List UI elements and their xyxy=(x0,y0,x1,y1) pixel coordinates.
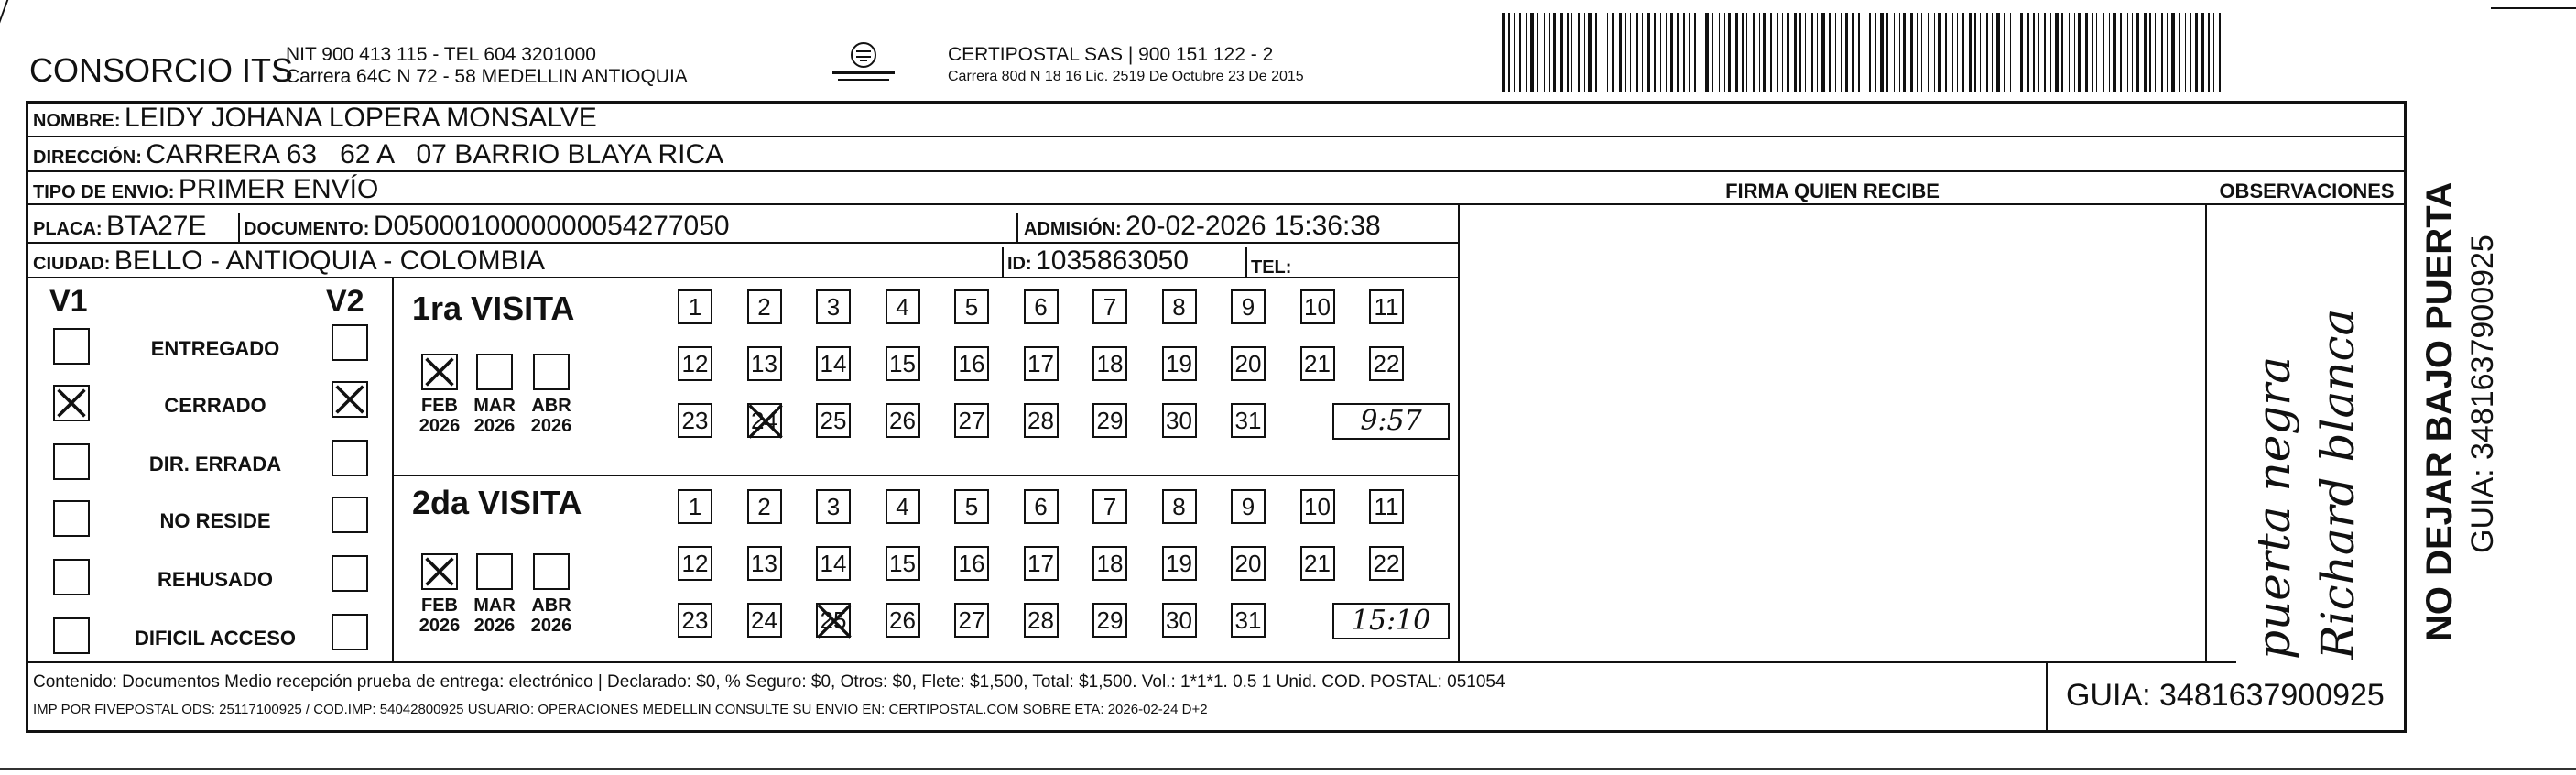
month-label xyxy=(412,595,467,636)
observation-line: Richard blanca xyxy=(2311,308,2364,660)
day-box[interactable]: 6 xyxy=(1024,289,1059,324)
tipo-row xyxy=(33,174,378,205)
divider xyxy=(238,213,240,242)
day-box[interactable]: 31 xyxy=(1231,603,1266,638)
day-box[interactable]: 8 xyxy=(1162,489,1197,524)
month-year: 2026 xyxy=(530,416,572,436)
month-name: MAR xyxy=(473,396,516,416)
month-checkbox[interactable] xyxy=(533,553,570,590)
documento-value: D0500010000000054277050 xyxy=(373,211,730,241)
day-box[interactable]: 29 xyxy=(1092,603,1127,638)
day-box[interactable]: 16 xyxy=(954,346,989,381)
day-box[interactable]: 7 xyxy=(1092,289,1127,324)
v1-checkbox[interactable] xyxy=(53,559,90,595)
status-label: DIR. ERRADA xyxy=(148,453,282,475)
day-box[interactable]: 23 xyxy=(678,403,712,438)
day-box[interactable]: 30 xyxy=(1162,603,1197,638)
observation-line: puerta negra xyxy=(2247,355,2300,660)
carrier-line2: Carrera 80d N 18 16 Lic. 2519 De Octubre 23 De 2015 xyxy=(948,69,1304,84)
day-box[interactable]: 4 xyxy=(886,489,920,524)
day-box[interactable]: 30 xyxy=(1162,403,1197,438)
month-checkbox[interactable] xyxy=(476,553,513,590)
day-box[interactable]: 7 xyxy=(1092,489,1127,524)
day-box[interactable]: 1 xyxy=(678,489,712,524)
v2-checkbox[interactable] xyxy=(332,324,368,361)
placa-label: PLACA: xyxy=(33,219,103,239)
visit1-title: 1ra VISITA xyxy=(412,289,575,327)
nombre-row xyxy=(33,103,597,134)
day-box[interactable]: 11 xyxy=(1369,489,1404,524)
v2-checkbox[interactable] xyxy=(332,555,368,592)
handwritten-time: 9:57 xyxy=(1332,403,1450,440)
day-box[interactable]: 10 xyxy=(1300,289,1335,324)
day-box[interactable]: 27 xyxy=(954,403,989,438)
day-box[interactable]: 21 xyxy=(1300,546,1335,581)
admision-label: ADMISIÓN: xyxy=(1024,219,1122,239)
day-box[interactable]: 11 xyxy=(1369,289,1404,324)
divider xyxy=(27,203,2407,205)
day-box[interactable]: 18 xyxy=(1092,546,1127,581)
day-box[interactable]: 12 xyxy=(678,346,712,381)
day-box[interactable]: 20 xyxy=(1231,346,1266,381)
month-name: FEB xyxy=(421,396,458,416)
day-box[interactable]: 13 xyxy=(747,346,782,381)
day-box[interactable]: 16 xyxy=(954,546,989,581)
day-box[interactable]: 24 xyxy=(747,603,782,638)
day-box[interactable]: 5 xyxy=(954,489,989,524)
v1-checkbox[interactable] xyxy=(53,328,90,365)
divider xyxy=(392,278,394,661)
day-box[interactable]: 17 xyxy=(1024,546,1059,581)
documento-row xyxy=(244,211,730,242)
side-guia-text: GUIA: 3481637900925 xyxy=(2465,235,2500,553)
ciudad-label: CIUDAD: xyxy=(33,254,111,274)
day-box[interactable]: 28 xyxy=(1024,403,1059,438)
admision-row xyxy=(1024,211,1381,242)
day-box[interactable]: 20 xyxy=(1231,546,1266,581)
day-box[interactable]: 2 xyxy=(747,289,782,324)
nombre-label: NOMBRE: xyxy=(33,111,121,131)
nombre-value: LEIDY JOHANA LOPERA MONSALVE xyxy=(125,103,597,133)
divider xyxy=(2046,661,2048,733)
v2-header: V2 xyxy=(326,284,364,319)
day-box[interactable]: 6 xyxy=(1024,489,1059,524)
firma-header: FIRMA QUIEN RECIBE xyxy=(1725,180,1940,202)
company-line1: NIT 900 413 115 - TEL 604 3201000 xyxy=(286,44,596,65)
month-label xyxy=(412,396,467,436)
divider xyxy=(27,242,1458,244)
id-value: 1035863050 xyxy=(1036,246,1189,276)
status-label: CERRADO xyxy=(164,394,266,417)
divider xyxy=(27,136,2407,137)
divider xyxy=(1458,203,1460,661)
status-label: ENTREGADO xyxy=(150,337,280,360)
bottom-edge xyxy=(0,768,2576,770)
tel-label: TEL: xyxy=(1251,257,1292,278)
id-label: ID: xyxy=(1007,254,1032,274)
day-box[interactable]: 21 xyxy=(1300,346,1335,381)
day-box[interactable]: 12 xyxy=(678,546,712,581)
day-box[interactable]: 3 xyxy=(816,489,851,524)
month-label xyxy=(467,595,522,636)
month-name: ABR xyxy=(531,396,571,416)
month-checkbox[interactable] xyxy=(533,354,570,390)
v2-checkbox[interactable] xyxy=(332,381,368,418)
day-box[interactable]: 9 xyxy=(1231,289,1266,324)
divider xyxy=(27,170,2407,172)
day-box[interactable]: 22 xyxy=(1369,546,1404,581)
day-box[interactable]: 10 xyxy=(1300,489,1335,524)
day-box[interactable]: 19 xyxy=(1162,546,1197,581)
v1-checkbox[interactable] xyxy=(53,385,90,421)
month-checkbox[interactable] xyxy=(421,354,458,390)
observaciones-header: OBSERVACIONES xyxy=(2219,180,2395,202)
divider xyxy=(1245,247,1247,277)
placa-row xyxy=(33,211,207,242)
status-label: REHUSADO xyxy=(158,568,273,591)
no-dejar-text: NO DEJAR BAJO PUERTA xyxy=(2419,181,2460,641)
corner-mark xyxy=(0,0,36,37)
documento-label: DOCUMENTO: xyxy=(244,219,370,239)
status-label: DIFICIL ACCESO xyxy=(134,627,296,649)
tipo-value: PRIMER ENVÍO xyxy=(178,174,379,204)
edge-mark xyxy=(2491,7,2576,9)
id-row xyxy=(1007,246,1189,277)
day-box[interactable]: 9 xyxy=(1231,489,1266,524)
day-box[interactable]: 29 xyxy=(1092,403,1127,438)
v2-checkbox[interactable] xyxy=(332,440,368,476)
v2-checkbox[interactable] xyxy=(332,497,368,533)
day-box[interactable]: 4 xyxy=(886,289,920,324)
handwritten-time: 15:10 xyxy=(1332,603,1450,639)
v1-checkbox[interactable] xyxy=(53,500,90,537)
day-box[interactable]: 22 xyxy=(1369,346,1404,381)
day-box[interactable]: 26 xyxy=(886,403,920,438)
visit2-title: 2da VISITA xyxy=(412,484,582,521)
month-year: 2026 xyxy=(473,416,516,436)
company-name: CONSORCIO ITS xyxy=(29,51,294,89)
month-year: 2026 xyxy=(418,416,461,436)
carrier-line1: CERTIPOSTAL SAS | 900 151 122 - 2 xyxy=(948,44,1274,65)
day-box[interactable]: 5 xyxy=(954,289,989,324)
month-name: FEB xyxy=(421,595,458,616)
company-line2: Carrera 64C N 72 - 58 MEDELLIN ANTIOQUIA xyxy=(286,66,688,87)
day-box[interactable]: 31 xyxy=(1231,403,1266,438)
day-box[interactable]: 26 xyxy=(886,603,920,638)
admision-value: 20-02-2026 15:36:38 xyxy=(1125,211,1381,241)
day-box[interactable]: 8 xyxy=(1162,289,1197,324)
footer-guia: GUIA: 3481637900925 xyxy=(2066,678,2385,713)
placa-value: BTA27E xyxy=(106,211,207,241)
day-box[interactable]: 2 xyxy=(747,489,782,524)
divider xyxy=(27,277,1458,278)
divider xyxy=(1016,213,1018,242)
day-box[interactable]: 17 xyxy=(1024,346,1059,381)
day-box[interactable]: 15 xyxy=(886,546,920,581)
day-box[interactable]: 23 xyxy=(678,603,712,638)
month-year: 2026 xyxy=(530,616,572,636)
footer-content: Contenido: Documentos Medio recepción prueba de entrega: electrónico | Declarado: $0, % Seguro: $0, Otros: $0, Flete: $1,500, Total: $1,500. Vol.: 1*1*1. 0.5 1 Unid. COD. POSTAL: 051054 xyxy=(33,672,1505,692)
footer-print-info: IMP POR FIVEPOSTAL ODS: 25117100925 / COD.IMP: 54042800925 USUARIO: OPERACIONES MEDELLIN CONSULTE SU ENVIO EN: CERTIPOSTAL.COM SOBRE ETA: 2026-02-24 D+2 xyxy=(33,702,1208,717)
month-year: 2026 xyxy=(418,616,461,636)
month-label xyxy=(524,595,579,636)
day-box[interactable]: 25 xyxy=(816,403,851,438)
observations-handwriting xyxy=(2242,309,2370,660)
day-box[interactable]: 13 xyxy=(747,546,782,581)
v1-checkbox[interactable] xyxy=(53,443,90,480)
month-name: ABR xyxy=(531,595,571,616)
ciudad-value: BELLO - ANTIOQUIA - COLOMBIA xyxy=(114,246,546,276)
divider xyxy=(2205,203,2207,661)
direccion-row xyxy=(33,139,723,170)
month-checkbox[interactable] xyxy=(421,553,458,590)
day-box[interactable]: 3 xyxy=(816,289,851,324)
day-box[interactable]: 1 xyxy=(678,289,712,324)
divider xyxy=(27,661,2236,663)
tel-row xyxy=(1251,249,1291,280)
day-box[interactable]: 19 xyxy=(1162,346,1197,381)
month-name: MAR xyxy=(473,595,516,616)
day-box[interactable]: 27 xyxy=(954,603,989,638)
day-box[interactable]: 15 xyxy=(886,346,920,381)
direccion-label: DIRECCIÓN: xyxy=(33,147,142,168)
month-label xyxy=(467,396,522,436)
direccion-value: CARRERA 63 62 A 07 BARRIO BLAYA RICA xyxy=(146,139,724,169)
v2-checkbox[interactable] xyxy=(332,614,368,650)
day-box[interactable]: 28 xyxy=(1024,603,1059,638)
status-label: NO RESIDE xyxy=(159,509,271,532)
day-box[interactable]: 24 xyxy=(747,403,782,438)
barcode xyxy=(1502,13,2225,92)
ciudad-row xyxy=(33,246,545,277)
month-checkbox[interactable] xyxy=(476,354,513,390)
day-box[interactable]: 25 xyxy=(816,603,851,638)
divider xyxy=(392,475,1458,476)
day-box[interactable]: 14 xyxy=(816,546,851,581)
month-label xyxy=(524,396,579,436)
day-box[interactable]: 14 xyxy=(816,346,851,381)
v1-checkbox[interactable] xyxy=(53,617,90,654)
day-box[interactable]: 18 xyxy=(1092,346,1127,381)
month-year: 2026 xyxy=(473,616,516,636)
v1-header: V1 xyxy=(49,284,88,319)
divider xyxy=(1002,247,1004,277)
tipo-label: TIPO DE ENVIO: xyxy=(33,182,175,202)
certipostal-logo xyxy=(829,40,898,88)
